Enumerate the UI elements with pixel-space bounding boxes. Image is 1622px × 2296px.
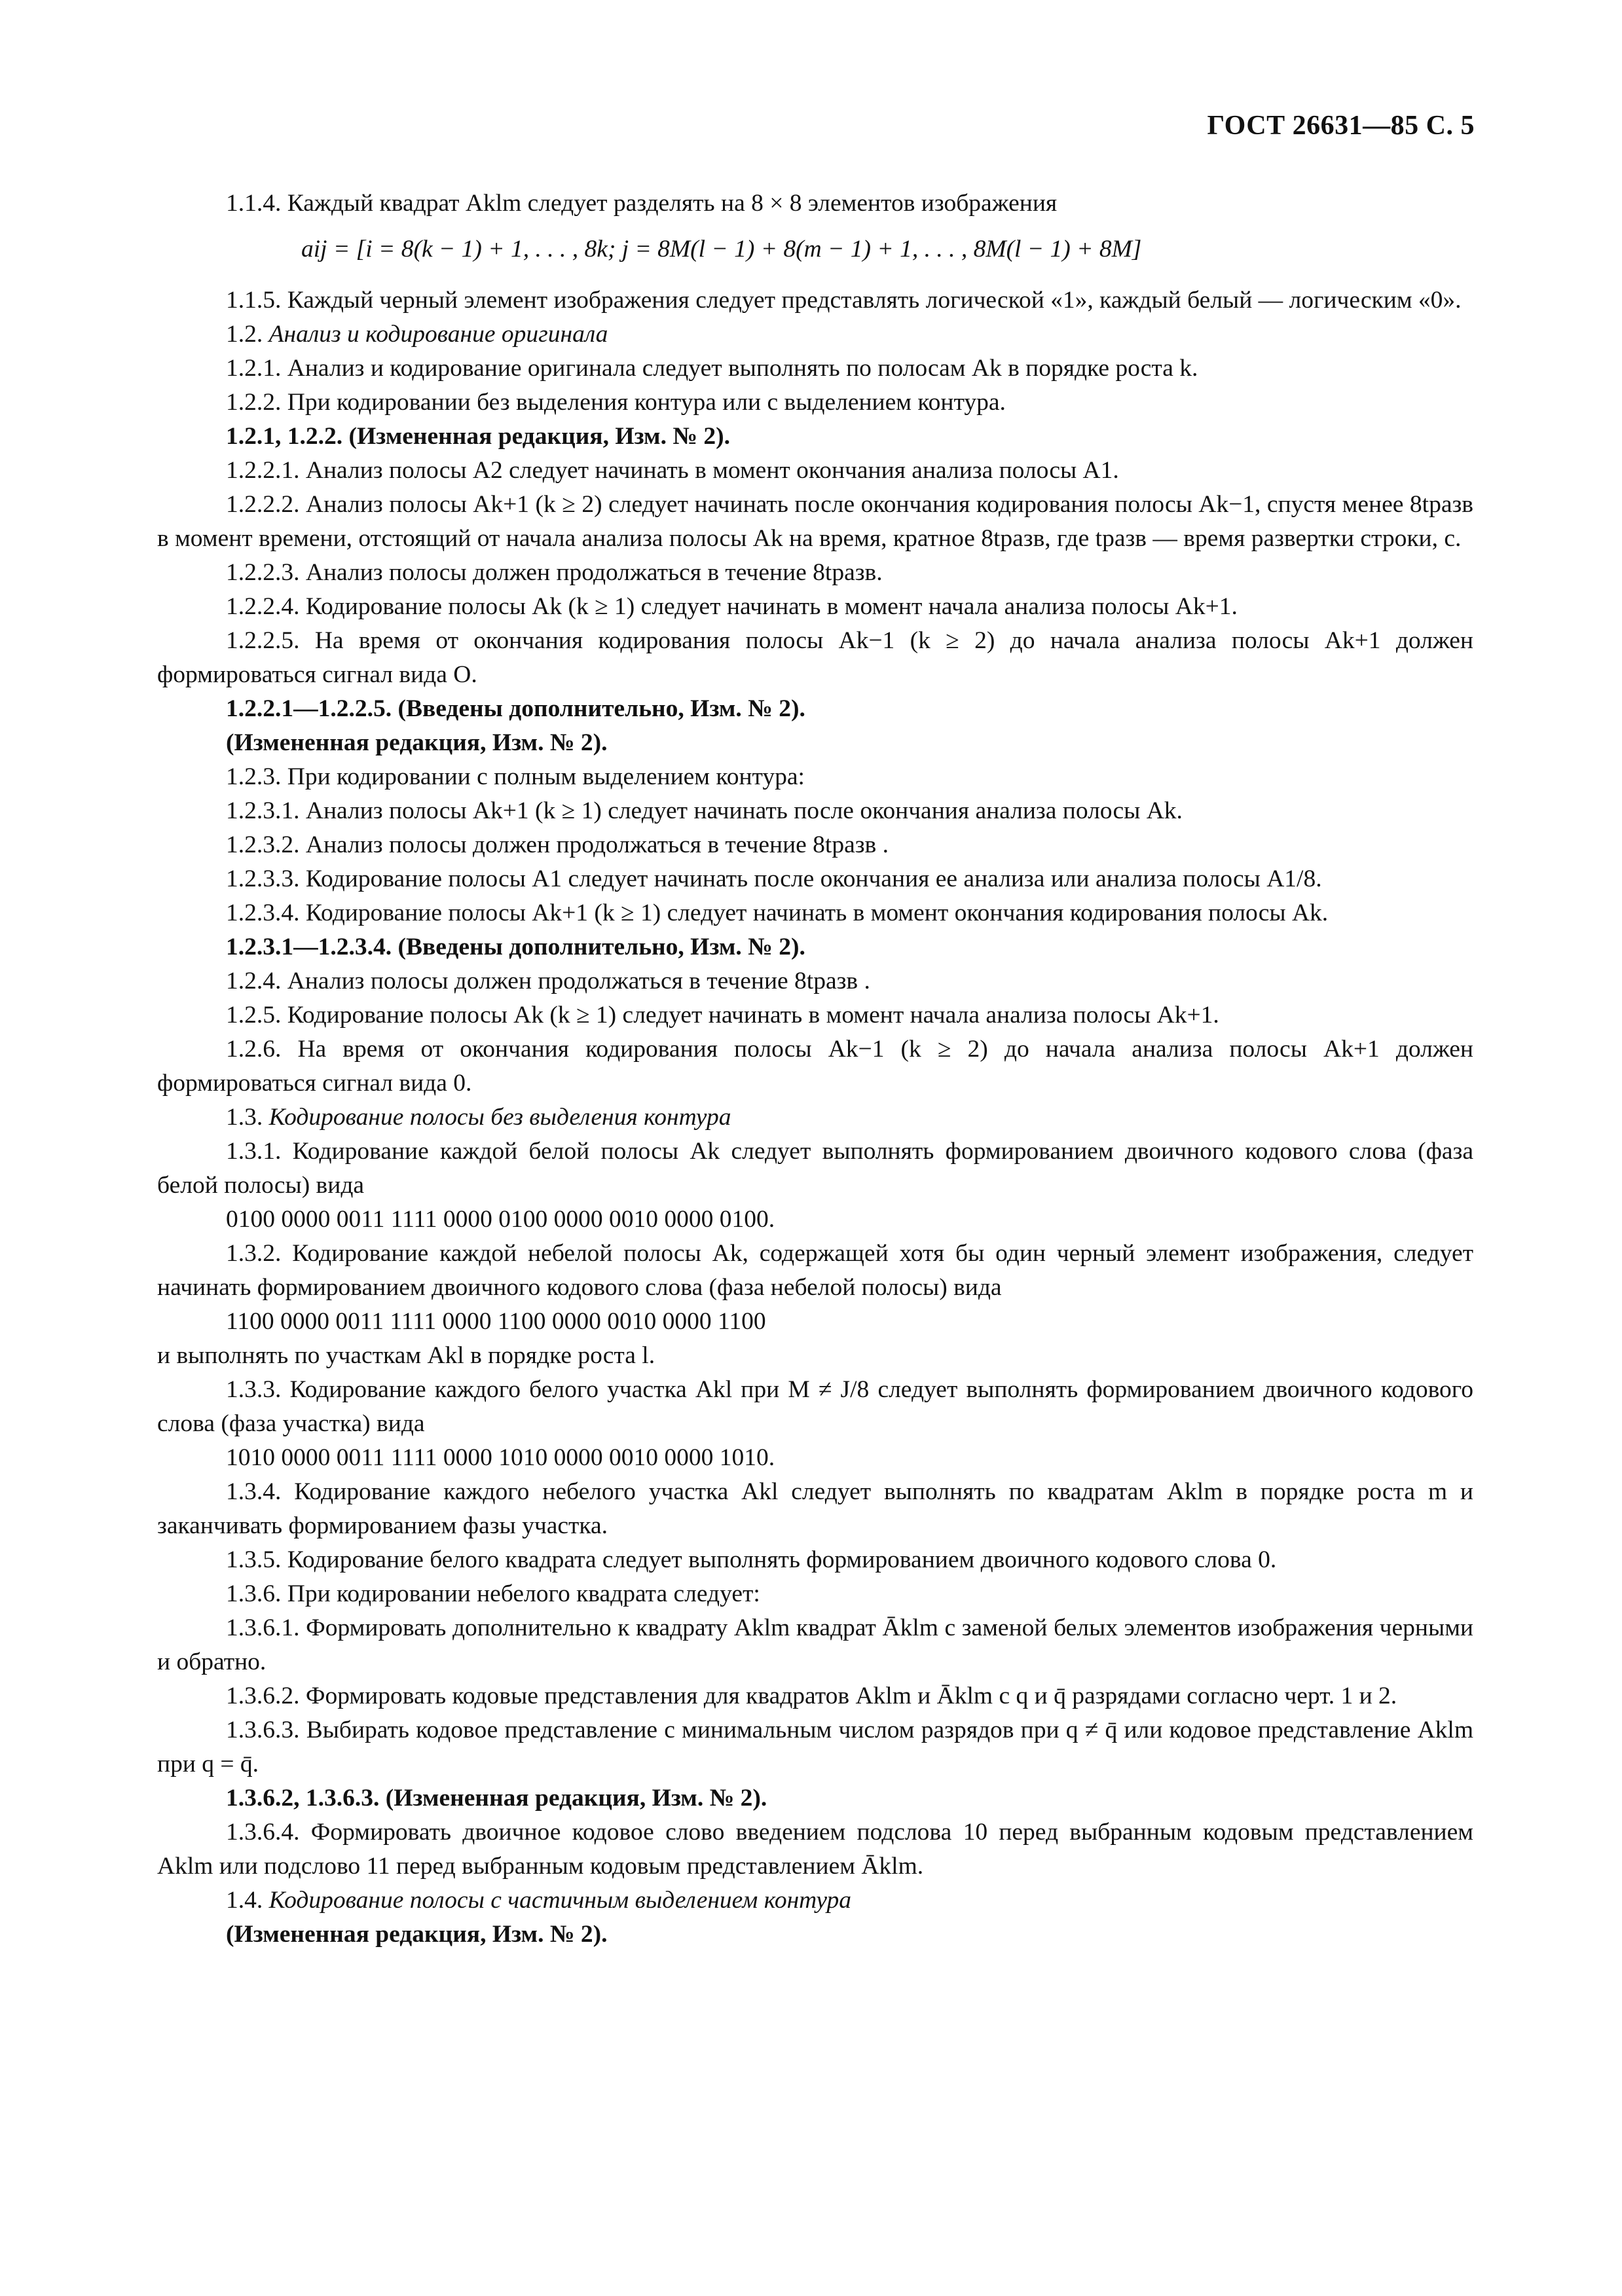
paragraph: 1.3.6. При кодировании небелого квадрата следует: xyxy=(226,1580,760,1607)
paragraph: 1010 0000 0011 1111 0000 1010 0000 0010 0000 1010. xyxy=(226,1444,775,1471)
section-title: Кодирование полосы с частичным выделением контура xyxy=(268,1887,851,1914)
section-number: 1.2. xyxy=(226,321,269,348)
section-title: Кодирование полосы без выделения контура xyxy=(268,1104,731,1131)
paragraph: 1.3.3. Кодирование каждого белого участка Akl при M ≠ J/8 следует выполнять формированием двоичного кодового слова (фаза участка) вида xyxy=(157,1376,1473,1437)
paragraph: 1100 0000 0011 1111 0000 1100 0000 0010 0000 1100 xyxy=(226,1308,766,1335)
paragraph: 1.2.3.4. Кодирование полосы Ak+1 (k ≥ 1) следует начинать в момент окончания кодирования полосы Ak. xyxy=(226,900,1329,926)
section-number: 1.4. xyxy=(226,1887,269,1914)
section-number: 1.3. xyxy=(226,1104,269,1131)
paragraph: 1.1.4. Каждый квадрат Aklm следует разделять на 8 × 8 элементов изображения xyxy=(226,190,1058,217)
paragraph: 1.2.2.3. Анализ полосы должен продолжаться в течение 8tразв. xyxy=(226,559,883,586)
page-header: ГОСТ 26631—85 С. 5 xyxy=(1207,111,1475,141)
document-body xyxy=(157,187,1473,1952)
paragraph: 1.2.1, 1.2.2. (Измененная редакция, Изм. № 2). xyxy=(226,423,731,450)
paragraph: и выполнять по участкам Akl в порядке роста l. xyxy=(157,1342,655,1369)
paragraph: (Измененная редакция, Изм. № 2). xyxy=(226,729,608,756)
paragraph: 1.2.2. При кодировании без выделения контура или с выделением контура. xyxy=(226,389,1006,416)
paragraph: 1.3.2. Кодирование каждой небелой полосы Ak, содержащей хотя бы один черный элемент изображения, следует начинать формированием двоичного кодового слова (фаза небелой полосы) вида xyxy=(157,1240,1473,1301)
paragraph xyxy=(157,318,1473,352)
paragraph: 1.1.5. Каждый черный элемент изображения следует представлять логической «1», каждый белый — логическим «0». xyxy=(226,287,1462,314)
paragraph: 1.2.2.2. Анализ полосы Ak+1 (k ≥ 2) следует начинать после окончания кодирования полосы Ak−1, спустя менее 8tразв в момент времени, отстоящий от начала анализа полосы Ak на время, кратное 8tразв, где tразв — время развертки строки, с. xyxy=(157,491,1473,552)
paragraph: 1.2.3. При кодировании с полным выделением контура: xyxy=(226,763,805,790)
paragraph: (Измененная редакция, Изм. № 2). xyxy=(226,1921,608,1948)
paragraph xyxy=(157,1884,1473,1918)
paragraph: 1.2.6. На время от окончания кодирования полосы Ak−1 (k ≥ 2) до начала анализа полосы Ak+1 должен формироваться сигнал вида 0. xyxy=(157,1036,1473,1097)
paragraph: 0100 0000 0011 1111 0000 0100 0000 0010 0000 0100. xyxy=(226,1206,775,1233)
paragraph: 1.2.1. Анализ и кодирование оригинала следует выполнять по полосам Ak в порядке роста k. xyxy=(226,355,1198,382)
paragraph: 1.2.3.3. Кодирование полосы A1 следует начинать после окончания ее анализа или анализа полосы A1/8. xyxy=(226,866,1322,892)
paragraph: 1.2.3.1—1.2.3.4. (Введены дополнительно, Изм. № 2). xyxy=(226,934,805,960)
paragraph: 1.2.2.5. На время от окончания кодирования полосы Ak−1 (k ≥ 2) до начала анализа полосы Ak+1 должен формироваться сигнал вида О. xyxy=(157,627,1473,688)
section-title: Анализ и кодирование оригинала xyxy=(268,321,608,348)
paragraph: 1.3.5. Кодирование белого квадрата следует выполнять формированием двоичного кодового слова 0. xyxy=(226,1546,1277,1573)
paragraph: 1.3.6.2, 1.3.6.3. (Измененная редакция, Изм. № 2). xyxy=(226,1785,767,1812)
paragraph: 1.2.2.1. Анализ полосы A2 следует начинать в момент окончания анализа полосы A1. xyxy=(226,457,1119,484)
paragraph: 1.3.1. Кодирование каждой белой полосы Ak следует выполнять формированием двоичного кодового слова (фаза белой полосы) вида xyxy=(157,1138,1473,1199)
paragraph: 1.2.2.1—1.2.2.5. (Введены дополнительно, Изм. № 2). xyxy=(226,695,805,722)
paragraph xyxy=(157,1101,1473,1135)
paragraph: 1.3.6.2. Формировать кодовые представления для квадратов Aklm и Āklm с q и q̄ разрядами согласно черт. 1 и 2. xyxy=(226,1683,1397,1709)
paragraph: 1.3.4. Кодирование каждого небелого участка Akl следует выполнять по квадратам Aklm в порядке роста m и заканчивать формированием фазы участка. xyxy=(157,1478,1473,1539)
paragraph: 1.2.3.1. Анализ полосы Ak+1 (k ≥ 1) следует начинать после окончания анализа полосы Ak. xyxy=(226,797,1183,824)
paragraph: 1.2.4. Анализ полосы должен продолжаться в течение 8tразв . xyxy=(226,968,870,994)
paragraph: 1.2.5. Кодирование полосы Ak (k ≥ 1) следует начинать в момент начала анализа полосы Ak+1. xyxy=(226,1002,1219,1029)
paragraph: 1.2.2.4. Кодирование полосы Ak (k ≥ 1) следует начинать в момент начала анализа полосы Ak+1. xyxy=(226,593,1238,620)
paragraph: 1.3.6.4. Формировать двоичное кодовое слово введением подслова 10 перед выбранным кодовым представлением Aklm или подслово 11 перед выбранным кодовым представлением Āklm. xyxy=(157,1819,1473,1880)
paragraph: 1.2.3.2. Анализ полосы должен продолжаться в течение 8tразв . xyxy=(226,831,889,858)
paragraph: aij = [i = 8(k − 1) + 1, . . . , 8k; j = 8M(l − 1) + 8(m − 1) + 1, . . . , 8M(l − 1) + 8M] xyxy=(301,236,1142,263)
paragraph: 1.3.6.1. Формировать дополнительно к квадрату Aklm квадрат Āklm с заменой белых элементов изображения черными и обратно. xyxy=(157,1614,1473,1675)
paragraph: 1.3.6.3. Выбирать кодовое представление с минимальным числом разрядов при q ≠ q̄ или кодовое представление Aklm при q = q̄. xyxy=(157,1717,1473,1777)
